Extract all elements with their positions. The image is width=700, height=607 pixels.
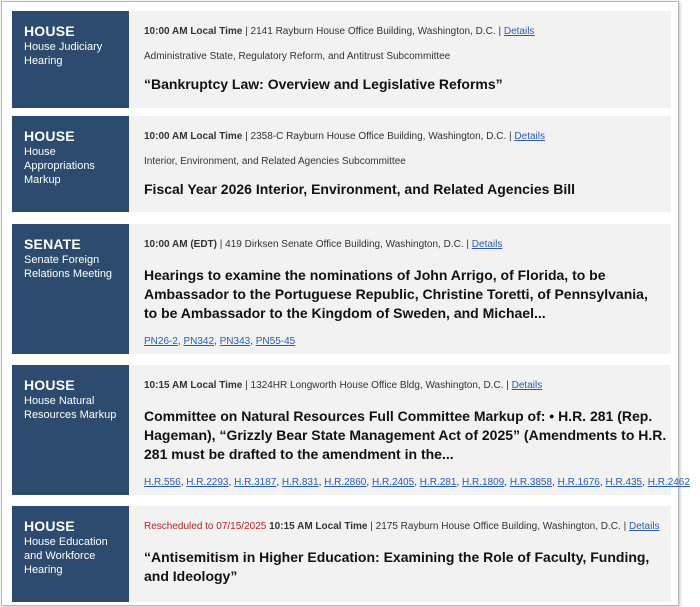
hearing-card-appropriations — [12, 116, 671, 212]
committee-label: House Natural Resources Markup — [24, 395, 117, 421]
hearing-title: “Bankruptcy Law: Overview and Legislative Reforms” — [144, 76, 503, 92]
hearing-meta: 10:00 AM (EDT) | 419 Dirksen Senate Office Building, Washington, D.C. | Details — [144, 239, 503, 250]
hearing-title: Hearings to examine the nominations of John Arrigo, of Florida, to be Ambassador to the Portuguese Republic, Christine Toretti, of Pennsylvania, to be Ambassador to the Kingdom of Sweden, and Michael... — [144, 267, 648, 321]
hearing-meta: 10:15 AM Local Time | 1324HR Longworth House Office Bldg, Washington, D.C. | Details — [144, 380, 543, 391]
hearing-main — [129, 506, 671, 602]
hearing-time: 10:00 AM (EDT) — [144, 239, 217, 250]
hearing-card-education-workforce — [12, 506, 671, 602]
nomination-link[interactable]: PN342 — [183, 336, 215, 347]
bill-link[interactable]: H.R.2860 — [324, 477, 367, 488]
hearing-title: Fiscal Year 2026 Interior, Environment, and Related Agencies Bill — [144, 181, 576, 197]
hearing-location: 2358-C Rayburn House Office Building, Washington, D.C. — [250, 131, 507, 142]
bill-link[interactable]: H.R.1809 — [462, 477, 505, 488]
nomination-links: PN26-2, PN342, PN343, PN55-45 — [144, 336, 296, 347]
hearing-card-natural-resources — [12, 365, 690, 495]
bill-link[interactable]: H.R.2293 — [186, 477, 229, 488]
committee-label: Senate Foreign Relations Meeting — [24, 254, 113, 280]
hearing-location: 2141 Rayburn House Office Building, Washington, D.C. — [250, 26, 496, 37]
hearing-time: 10:00 AM Local Time — [144, 131, 243, 142]
hearing-meta: 10:00 AM Local Time | 2141 Rayburn House Office Building, Washington, D.C. | Details — [144, 26, 535, 37]
rescheduled-label: Rescheduled to 07/15/2025 — [144, 521, 267, 532]
hearing-time: 10:00 AM Local Time — [144, 26, 243, 37]
hearing-side-panel — [12, 365, 129, 495]
details-link[interactable]: Details — [628, 521, 660, 532]
hearing-side-panel — [12, 116, 129, 212]
hearing-side-panel — [12, 224, 129, 354]
details-link[interactable]: Details — [471, 239, 503, 250]
hearing-card-judiciary — [12, 11, 671, 108]
subcommittee-label: Administrative State, Regulatory Reform, and Antitrust Subcommittee — [144, 51, 451, 62]
chamber-label: HOUSE — [24, 128, 75, 144]
bill-link[interactable]: H.R.2405 — [371, 477, 415, 488]
hearing-main — [129, 224, 671, 354]
bill-link[interactable]: H.R.435 — [605, 477, 643, 488]
bill-links: H.R.556, H.R.2293, H.R.3187, H.R.831, H.R.2860, H.R.2405, H.R.281, H.R.1809, H.R.3858, H.R.1676, H.R.435, H.R.2462 — [144, 477, 690, 488]
hearing-side-panel — [12, 506, 129, 602]
details-link[interactable]: Details — [503, 26, 535, 37]
bill-link[interactable]: H.R.281 — [419, 477, 457, 488]
hearing-main — [129, 365, 700, 495]
nomination-link[interactable]: PN343 — [219, 336, 251, 347]
committee-label: House Appropriations Markup — [24, 146, 95, 186]
committee-label: House Education and Workforce Hearing — [24, 536, 108, 576]
chamber-label: HOUSE — [24, 377, 75, 393]
nomination-link[interactable]: PN26-2 — [144, 336, 178, 347]
hearing-meta: Rescheduled to 07/15/2025 10:15 AM Local Time | 2175 Rayburn House Office Building, Washington, D.C. | Details — [144, 521, 660, 532]
hearing-meta: 10:00 AM Local Time | 2358-C Rayburn House Office Building, Washington, D.C. | Details — [144, 131, 545, 142]
bill-link[interactable]: H.R.2462 — [647, 477, 690, 488]
committee-label: House Judiciary Hearing — [24, 41, 103, 67]
details-link[interactable]: Details — [514, 131, 545, 142]
details-link[interactable]: Details — [511, 380, 543, 391]
hearing-side-panel — [12, 11, 129, 108]
hearing-location: 419 Dirksen Senate Office Building, Washington, D.C. — [225, 239, 464, 250]
bill-link[interactable]: H.R.3187 — [234, 477, 277, 488]
hearing-main — [129, 116, 671, 212]
hearing-list-frame — [1, 1, 690, 606]
hearing-card-foreign-relations — [12, 224, 671, 354]
hearing-location: 2175 Rayburn House Office Building, Washington, D.C. — [375, 521, 621, 532]
hearing-main — [129, 11, 671, 108]
chamber-label: SENATE — [24, 236, 81, 252]
bill-link[interactable]: H.R.831 — [281, 477, 319, 488]
bill-link[interactable]: H.R.556 — [144, 477, 181, 488]
hearing-title: Committee on Natural Resources Full Committee Markup of: • H.R. 281 (Rep. Hageman), “Grizzly Bear State Management Act of 2025” (Amendments to H.R. 281 must be drafted to the amendment in the... — [144, 408, 667, 462]
chamber-label: HOUSE — [24, 518, 75, 534]
nomination-link[interactable]: PN55-45 — [255, 336, 296, 347]
hearing-time: 10:15 AM Local Time — [144, 380, 243, 391]
bill-link[interactable]: H.R.1676 — [557, 477, 600, 488]
hearing-time: 10:15 AM Local Time — [269, 521, 368, 532]
subcommittee-label: Interior, Environment, and Related Agencies Subcommittee — [144, 156, 406, 167]
hearing-title: “Antisemitism in Higher Education: Examining the Role of Faculty, Funding, and Ideology” — [144, 549, 650, 584]
hearing-location: 1324HR Longworth House Office Bldg, Washington, D.C. — [250, 380, 504, 391]
chamber-label: HOUSE — [24, 23, 75, 39]
bill-link[interactable]: H.R.3858 — [509, 477, 553, 488]
